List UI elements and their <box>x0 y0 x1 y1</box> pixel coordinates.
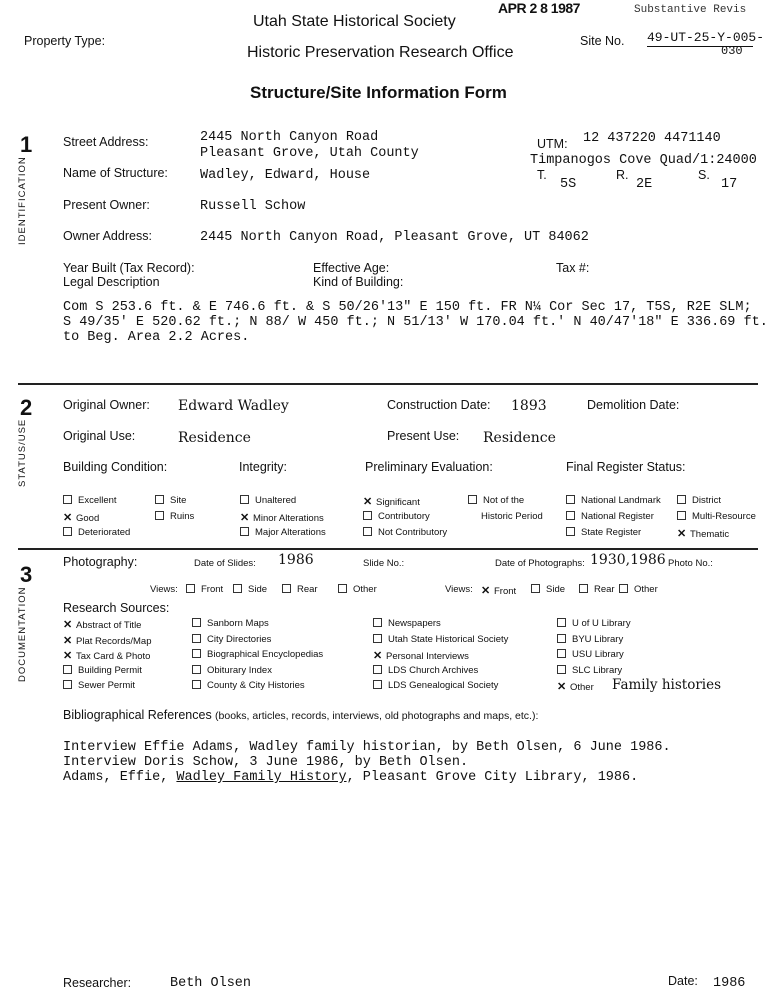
integrity-label: Integrity: <box>239 460 287 474</box>
original-owner-value: Edward Wadley <box>178 398 289 414</box>
checked-mark-icon: ✕ <box>240 512 250 524</box>
township-label: T. <box>537 168 547 182</box>
empty-checkbox-icon <box>363 511 372 520</box>
prelim-checkbox-contributory[interactable] <box>363 511 430 522</box>
present-use-label: Present Use: <box>387 429 460 443</box>
present-owner-value: Russell Schow <box>200 199 306 214</box>
stamp-date: APR 2 8 1987 <box>498 0 580 16</box>
empty-checkbox-icon <box>186 584 195 593</box>
researcher-label: Researcher: <box>63 976 132 990</box>
checkbox-label: Plat Records/Map <box>76 635 152 647</box>
checkbox-label: BYU Library <box>572 633 624 645</box>
checkbox-label: Sanborn Maps <box>207 618 269 629</box>
research-1-checkbox-plat-records-map[interactable] <box>63 634 152 647</box>
integrity-checkbox-unaltered[interactable] <box>240 495 296 506</box>
section-divider-2 <box>18 548 758 550</box>
tax-number-label: Tax #: <box>556 261 590 275</box>
checkbox-label: State Register <box>581 527 642 538</box>
original-use-value: Residence <box>178 430 251 446</box>
checkbox-label: Tax Card & Photo <box>76 651 151 662</box>
quad-value: Timpanogos Cove Quad/1:24000 <box>530 153 757 168</box>
biblio-line-3-pre: Adams, Effie, <box>63 770 177 785</box>
checkbox-label: Minor Alterations <box>253 513 324 524</box>
checkbox-label: LDS Church Archives <box>388 664 479 676</box>
research-1-checkbox-building-permit[interactable] <box>63 665 142 676</box>
street-address-line2: Pleasant Grove, Utah County <box>200 146 419 161</box>
owner-address-label: Owner Address: <box>63 229 152 243</box>
checked-mark-icon: ✕ <box>481 585 491 597</box>
final-a-checkbox-state-register[interactable] <box>566 527 641 538</box>
street-address-line1: 2445 North Canyon Road <box>200 130 379 145</box>
date-label: Date: <box>668 974 698 988</box>
site-no-value: 49-UT-25-Y-005- <box>647 30 765 45</box>
checkbox-label: Other <box>353 584 377 595</box>
section-label: S. <box>698 168 710 182</box>
empty-checkbox-icon <box>579 584 588 593</box>
integrity-checkbox-major-alterations[interactable] <box>240 527 326 538</box>
prelim-checkbox-significant[interactable] <box>363 495 420 508</box>
date-of-slides-label: Date of Slides: <box>194 558 256 569</box>
checkbox-label: Obiturary Index <box>207 664 272 676</box>
empty-checkbox-icon <box>240 495 249 504</box>
checkbox-label: Building Permit <box>78 664 142 676</box>
preliminary-evaluation-label: Preliminary Evaluation: <box>365 460 493 474</box>
research-4-checkbox-slc-library[interactable] <box>557 665 622 676</box>
checked-mark-icon: ✕ <box>677 528 687 540</box>
condition-checkbox-good[interactable] <box>63 511 99 524</box>
checkbox-label: Deteriorated <box>78 527 131 538</box>
present-use-value: Residence <box>483 430 556 446</box>
section-2-number: 2 <box>20 395 33 420</box>
empty-checkbox-icon <box>192 665 201 674</box>
checkbox-label: Other <box>570 682 594 693</box>
demolition-date-label: Demolition Date: <box>587 398 680 412</box>
photo-view-checkbox-front[interactable] <box>481 584 516 597</box>
photo-view-checkbox-other[interactable] <box>619 584 658 595</box>
name-of-structure-value: Wadley, Edward, House <box>200 168 371 183</box>
checkbox-label: Thematic <box>690 529 730 540</box>
kind-of-building-label: Kind of Building: <box>313 275 404 289</box>
biblio-label: Bibliographical References <box>63 708 212 722</box>
section-value: 17 <box>721 177 738 192</box>
empty-checkbox-icon <box>192 618 201 627</box>
empty-checkbox-icon <box>566 527 575 536</box>
empty-checkbox-icon <box>363 527 372 536</box>
construction-date-value: 1893 <box>511 398 547 414</box>
site-checkbox-ruins[interactable] <box>155 511 194 522</box>
photo-views-label: Views: <box>445 584 473 595</box>
checkbox-label: Excellent <box>78 495 117 506</box>
empty-checkbox-icon <box>63 680 72 689</box>
slide-view-checkbox-other[interactable] <box>338 584 377 595</box>
owner-address-value: 2445 North Canyon Road, Pleasant Grove, UT 84062 <box>200 230 589 245</box>
checkbox-label: Site <box>170 495 187 506</box>
integrity-checkbox-minor-alterations[interactable] <box>240 511 324 524</box>
checkbox-label: Rear <box>594 584 615 595</box>
section-1-number: 1 <box>20 132 33 157</box>
date-of-photographs-label: Date of Photographs: <box>495 558 585 569</box>
checked-mark-icon: ✕ <box>63 512 73 524</box>
legal-line-3: to Beg. Area 2.2 Acres. <box>63 330 250 345</box>
biblio-heading <box>63 708 538 722</box>
building-condition-label: Building Condition: <box>63 460 168 474</box>
biblio-line-3 <box>63 770 638 786</box>
checkbox-label: County & City Histories <box>207 680 305 691</box>
research-1-checkbox-abstract-of-title[interactable] <box>63 618 141 631</box>
photo-no-label: Photo No.: <box>668 558 713 569</box>
empty-checkbox-icon <box>619 584 628 593</box>
checkbox-label: Unaltered <box>255 495 297 506</box>
empty-checkbox-icon <box>155 495 164 504</box>
checkbox-label: Good <box>76 513 100 524</box>
checkbox-label: SLC Library <box>572 664 623 676</box>
research-4-checkbox-byu-library[interactable] <box>557 634 623 645</box>
site-checkbox-site[interactable] <box>155 495 186 506</box>
checkbox-label: Ruins <box>170 511 195 522</box>
date-value: 1986 <box>713 976 746 991</box>
date-of-slides-value: 1986 <box>278 552 314 568</box>
empty-checkbox-icon <box>373 665 382 674</box>
slide-views-label: Views: <box>150 584 178 595</box>
checkbox-label: Contributory <box>378 511 430 522</box>
research-3-checkbox-lds-church-archives[interactable] <box>373 665 478 676</box>
empty-checkbox-icon <box>282 584 291 593</box>
checkbox-label: Front <box>494 586 517 597</box>
checkbox-label: Personal Interviews <box>386 651 469 662</box>
researcher-value: Beth Olsen <box>170 976 252 991</box>
site-no-suffix: 030 <box>721 44 743 58</box>
empty-checkbox-icon <box>557 634 566 643</box>
checkbox-label: Biographical Encyclopedias <box>207 649 324 660</box>
biblio-hint: (books, articles, records, interviews, old photographs and maps, etc.): <box>215 710 539 722</box>
legal-description-label: Legal Description <box>63 275 160 289</box>
research-3-checkbox-newspapers[interactable] <box>373 618 441 629</box>
office-name: Historic Preservation Research Office <box>247 44 514 61</box>
checked-mark-icon: ✕ <box>63 650 73 662</box>
research-sources-label: Research Sources: <box>63 601 170 615</box>
empty-checkbox-icon <box>192 680 201 689</box>
section-2-label: STATUS/USE <box>17 418 28 487</box>
research-2-checkbox-biographical-encyclopedias[interactable] <box>192 649 323 660</box>
empty-checkbox-icon <box>233 584 242 593</box>
year-built-label: Year Built (Tax Record): <box>63 261 195 275</box>
research-2-checkbox-county-city-histories[interactable] <box>192 680 305 691</box>
final-a-checkbox-national-landmark[interactable] <box>566 495 661 506</box>
form-title: Structure/Site Information Form <box>250 83 507 102</box>
range-label: R. <box>616 168 629 182</box>
empty-checkbox-icon <box>557 649 566 658</box>
slide-view-checkbox-side[interactable] <box>233 584 267 595</box>
checkbox-label: District <box>692 495 722 506</box>
final-b-checkbox-multi-resource[interactable] <box>677 511 756 522</box>
photo-view-checkbox-rear[interactable] <box>579 584 615 595</box>
original-use-label: Original Use: <box>63 429 136 443</box>
empty-checkbox-icon <box>566 495 575 504</box>
checked-mark-icon: ✕ <box>63 619 73 631</box>
research-1-checkbox-tax-card-photo[interactable] <box>63 649 150 662</box>
not-historic-label-2: Historic Period <box>481 511 543 522</box>
slide-view-checkbox-front[interactable] <box>186 584 223 595</box>
name-of-structure-label: Name of Structure: <box>63 166 168 180</box>
not-historic-label-1: Not of the <box>483 495 525 506</box>
final-b-checkbox-thematic[interactable] <box>677 527 729 540</box>
slide-no-label: Slide No.: <box>363 558 405 569</box>
slide-view-checkbox-rear[interactable] <box>282 584 318 595</box>
prelim-checkbox-not-contributory[interactable] <box>363 527 447 538</box>
empty-checkbox-icon <box>373 680 382 689</box>
checked-mark-icon: ✕ <box>557 681 567 693</box>
checkbox-label: Rear <box>297 584 318 595</box>
empty-checkbox-icon <box>240 527 249 536</box>
checkbox-label: Newspapers <box>388 618 441 629</box>
research-2-checkbox-city-directories[interactable] <box>192 634 271 645</box>
biblio-line-3-title: Wadley Family History <box>176 770 347 785</box>
section-3-label: DOCUMENTATION <box>17 586 28 682</box>
checked-mark-icon: ✕ <box>63 634 73 647</box>
research-3-checkbox-personal-interviews[interactable] <box>373 649 469 662</box>
checkbox-label: Multi-Resource <box>692 511 756 522</box>
empty-checkbox-icon <box>373 618 382 627</box>
final-b-checkbox-district[interactable] <box>677 495 721 506</box>
date-of-photographs-value: 1930,1986 <box>590 552 666 568</box>
empty-checkbox-icon <box>677 495 686 504</box>
checkbox-label: Significant <box>376 497 420 508</box>
township-value: 5S <box>560 177 577 192</box>
checkbox-label: Sewer Permit <box>78 680 136 691</box>
empty-checkbox-icon <box>192 649 201 658</box>
checkbox-label: National Landmark <box>581 495 661 506</box>
checkbox-label: USU Library <box>572 649 624 660</box>
empty-checkbox-icon <box>677 511 686 520</box>
empty-checkbox-icon <box>155 511 164 520</box>
property-type-label: Property Type: <box>24 34 106 48</box>
empty-checkbox-icon <box>63 495 72 504</box>
final-register-status-label: Final Register Status: <box>566 460 686 474</box>
condition-checkbox-excellent[interactable] <box>63 495 117 506</box>
final-a-checkbox-national-register[interactable] <box>566 511 654 522</box>
section-1-label: IDENTIFICATION <box>17 156 28 245</box>
checkbox-label: Other <box>634 584 658 595</box>
photography-label: Photography: <box>63 555 138 569</box>
empty-checkbox-icon <box>338 584 347 593</box>
condition-checkbox-deteriorated[interactable] <box>63 527 130 538</box>
empty-checkbox-icon <box>373 634 382 643</box>
empty-checkbox-icon <box>566 511 575 520</box>
not-historic-checkbox[interactable] <box>468 495 524 506</box>
section-divider-1 <box>18 383 758 385</box>
empty-checkbox-icon <box>557 618 566 627</box>
empty-checkbox-icon <box>192 634 201 643</box>
range-value: 2E <box>636 177 653 192</box>
empty-checkbox-icon <box>63 527 72 536</box>
org-name: Utah State Historical Society <box>253 13 456 30</box>
checkbox-label: U of U Library <box>572 618 631 629</box>
checked-mark-icon: ✕ <box>373 650 383 662</box>
checkbox-label: Side <box>248 584 268 595</box>
biblio-line-1: Interview Effie Adams, Wadley family historian, by Beth Olsen, 6 June 1986. <box>63 740 671 755</box>
research-4-checkbox-usu-library[interactable] <box>557 649 624 660</box>
research-2-checkbox-obiturary-index[interactable] <box>192 665 272 676</box>
biblio-line-3-post: , Pleasant Grove City Library, 1986. <box>346 770 639 785</box>
photo-view-checkbox-side[interactable] <box>531 584 565 595</box>
checkbox-label: Major Alterations <box>255 527 326 538</box>
original-owner-label: Original Owner: <box>63 398 150 412</box>
effective-age-label: Effective Age: <box>313 261 390 275</box>
present-owner-label: Present Owner: <box>63 198 150 212</box>
legal-line-1: Com S 253.6 ft. & E 746.6 ft. & S 50/26'13" E 150 ft. FR N¼ Cor Sec 17, T5S, R2E SLM; <box>63 300 752 315</box>
research-1-checkbox-sewer-permit[interactable] <box>63 680 135 691</box>
empty-checkbox-icon <box>63 665 72 674</box>
section-3-number: 3 <box>20 562 33 587</box>
stamp-note: Substantive Revis <box>634 4 747 16</box>
checkbox-label: City Directories <box>207 633 272 645</box>
checkbox-label: Not Contributory <box>378 527 448 538</box>
research-4-checkbox-u-of-u-library[interactable] <box>557 618 631 629</box>
research-3-checkbox-lds-genealogical-society[interactable] <box>373 680 498 691</box>
utm-value: 12 437220 4471140 <box>583 131 721 146</box>
site-no-label: Site No. <box>580 34 625 48</box>
checkbox-label: Front <box>201 584 224 595</box>
checkbox-label: Utah State Historical Society <box>388 633 509 645</box>
checkbox-label: Abstract of Title <box>76 620 142 631</box>
street-address-label: Street Address: <box>63 135 149 149</box>
research-3-checkbox-utah-state-historical-society[interactable] <box>373 634 508 645</box>
utm-label: UTM: <box>537 137 568 151</box>
construction-date-label: Construction Date: <box>387 398 491 412</box>
research-4-checkbox-other[interactable] <box>557 680 594 693</box>
checkbox-label: National Register <box>581 511 654 522</box>
checked-mark-icon: ✕ <box>363 496 373 508</box>
biblio-line-2: Interview Doris Schow, 3 June 1986, by Beth Olsen. <box>63 755 469 770</box>
checkbox-label: LDS Genealogical Society <box>388 680 499 691</box>
empty-checkbox-icon <box>557 665 566 674</box>
legal-line-2: S 49/35' E 520.62 ft.; N 88/ W 450 ft.; N 51/13' W 170.04 ft.' N 40/47'18" E 336.69 ft. <box>63 315 768 330</box>
research-2-checkbox-sanborn-maps[interactable] <box>192 618 269 629</box>
checkbox-label: Side <box>546 584 566 595</box>
other-source-value: Family histories <box>612 677 722 693</box>
empty-checkbox-icon <box>531 584 540 593</box>
